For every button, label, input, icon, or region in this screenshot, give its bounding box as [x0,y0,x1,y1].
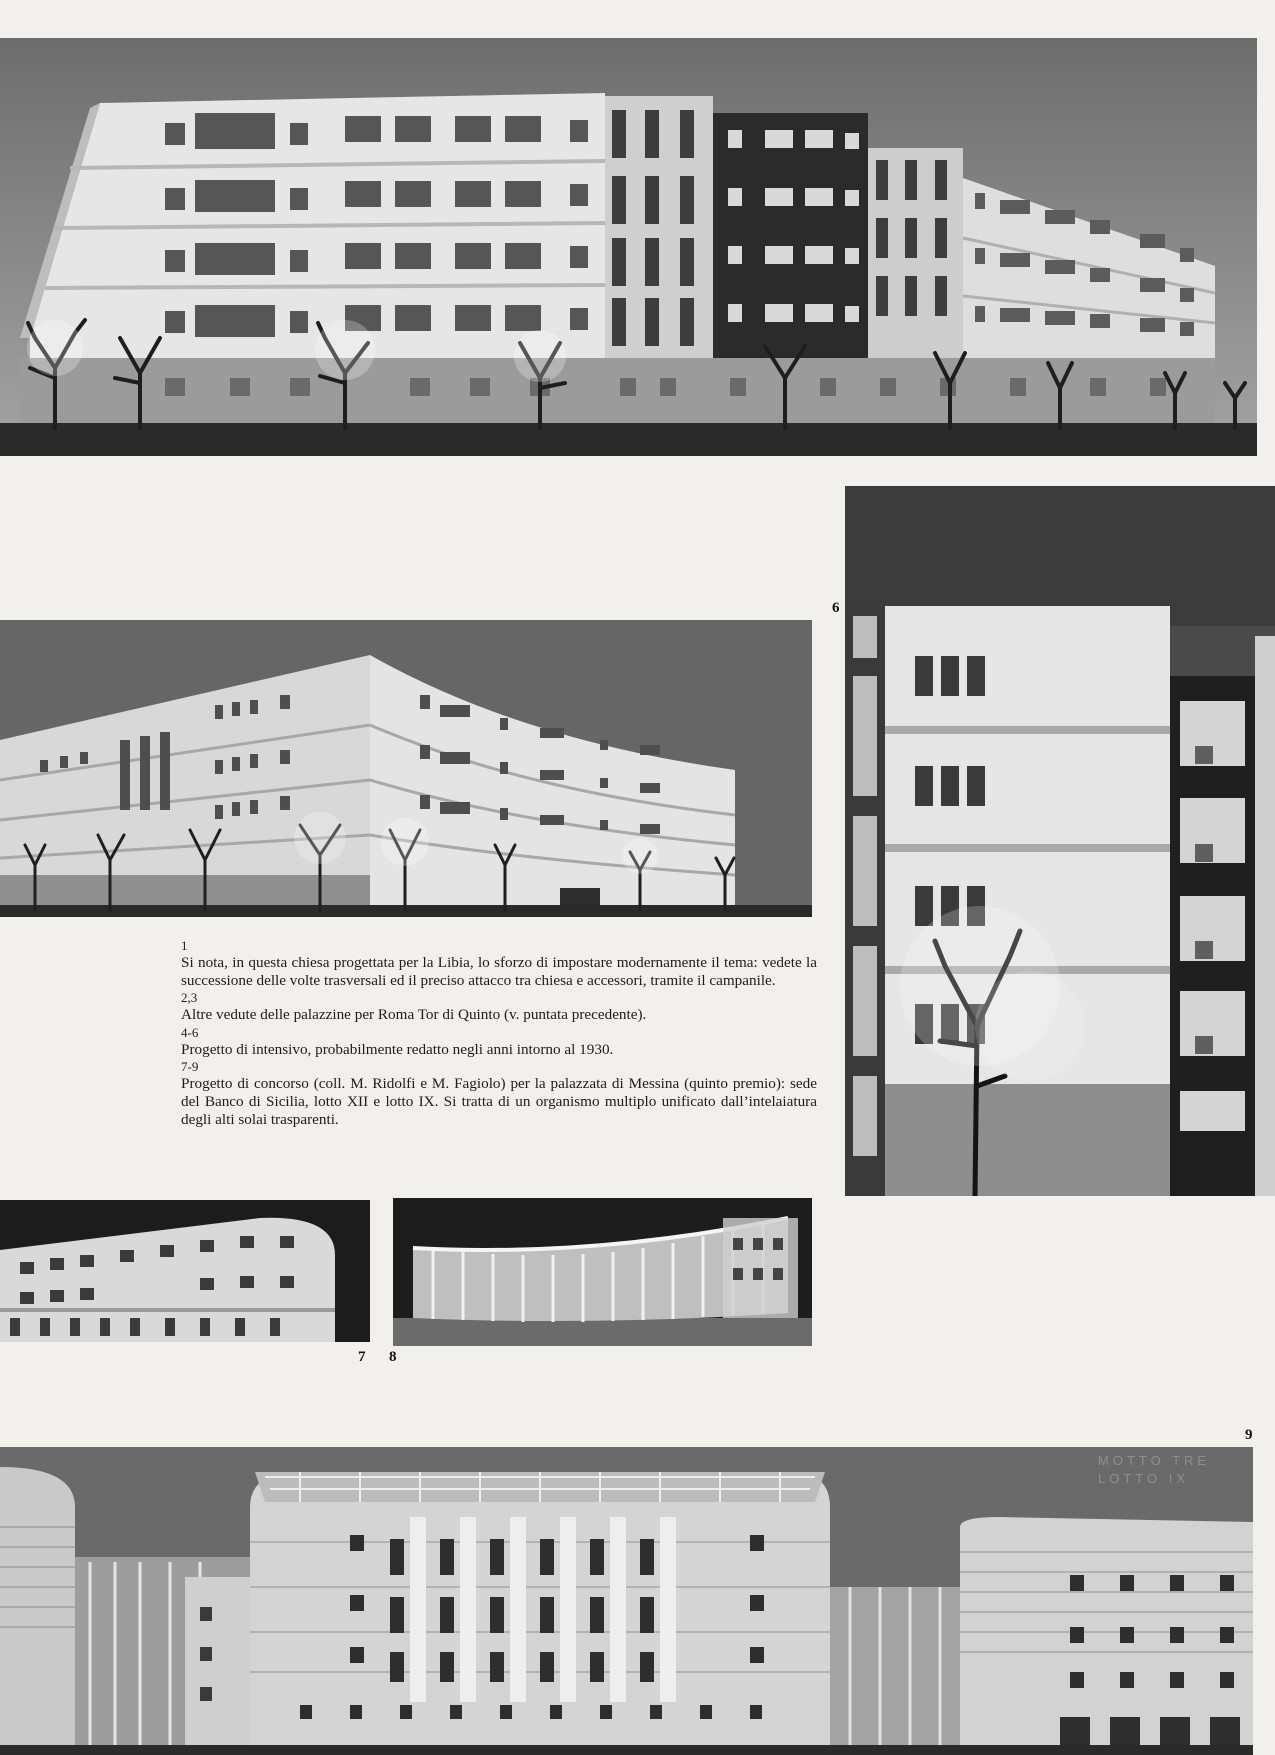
plate-7-rounded-corner [0,1200,370,1342]
caption-number: 7-9 [181,1058,199,1074]
plate-9-illustration [0,1447,1253,1755]
caption-number: 2,3 [181,990,198,1006]
plate-8-illustration [393,1198,812,1346]
plate-9-messina-palazzata [0,1447,1253,1755]
plate-8-glazed-roof [393,1198,812,1346]
plate-5-curved-block [0,620,812,917]
plate-1-apartment-block [0,38,1257,456]
caption-number: 1 [181,938,188,953]
figure-number-7: 7 [358,1349,366,1365]
caption-text: Progetto di concorso (coll. M. Ridolfi e M. Fagiolo) per la palazzata di Messina (quinto premio): sede del Banco di Sicilia, lotto XII e lotto IX. Si tratta di un organismo multiplo unificato dall’intelaiatura degli alti solai trasparenti. [181,1074,817,1129]
plate-6-illustration [845,486,1275,1196]
plate-9-inscription [1098,1452,1210,1488]
figure-number-6: 6 [832,600,840,616]
plate-7-illustration [0,1200,370,1342]
inscription-line-1: MOTTO TRE [1098,1453,1211,1468]
caption-text: Si nota, in questa chiesa progettata per la Libia, lo sforzo di impostare modernamente il tema: vedete la successione delle volte trasversali ed il preciso attacco tra chiesa e accessori, tramite il campanile. [181,954,817,990]
caption-block [181,938,817,1129]
plate-6-facade-detail [845,486,1275,1196]
plate-1-illustration [0,38,1257,456]
figure-number-8: 8 [389,1349,397,1365]
plate-5-illustration [0,620,812,917]
figure-number-9: 9 [1245,1427,1253,1443]
caption-text: Altre vedute delle palazzine per Roma Tor di Quinto (v. puntata precedente). [181,1006,647,1024]
caption-text: Progetto di intensivo, probabilmente redatto negli anni intorno al 1930. [181,1040,614,1058]
inscription-line-2: LOTTO IX [1098,1471,1189,1486]
caption-number: 4-6 [181,1024,199,1040]
